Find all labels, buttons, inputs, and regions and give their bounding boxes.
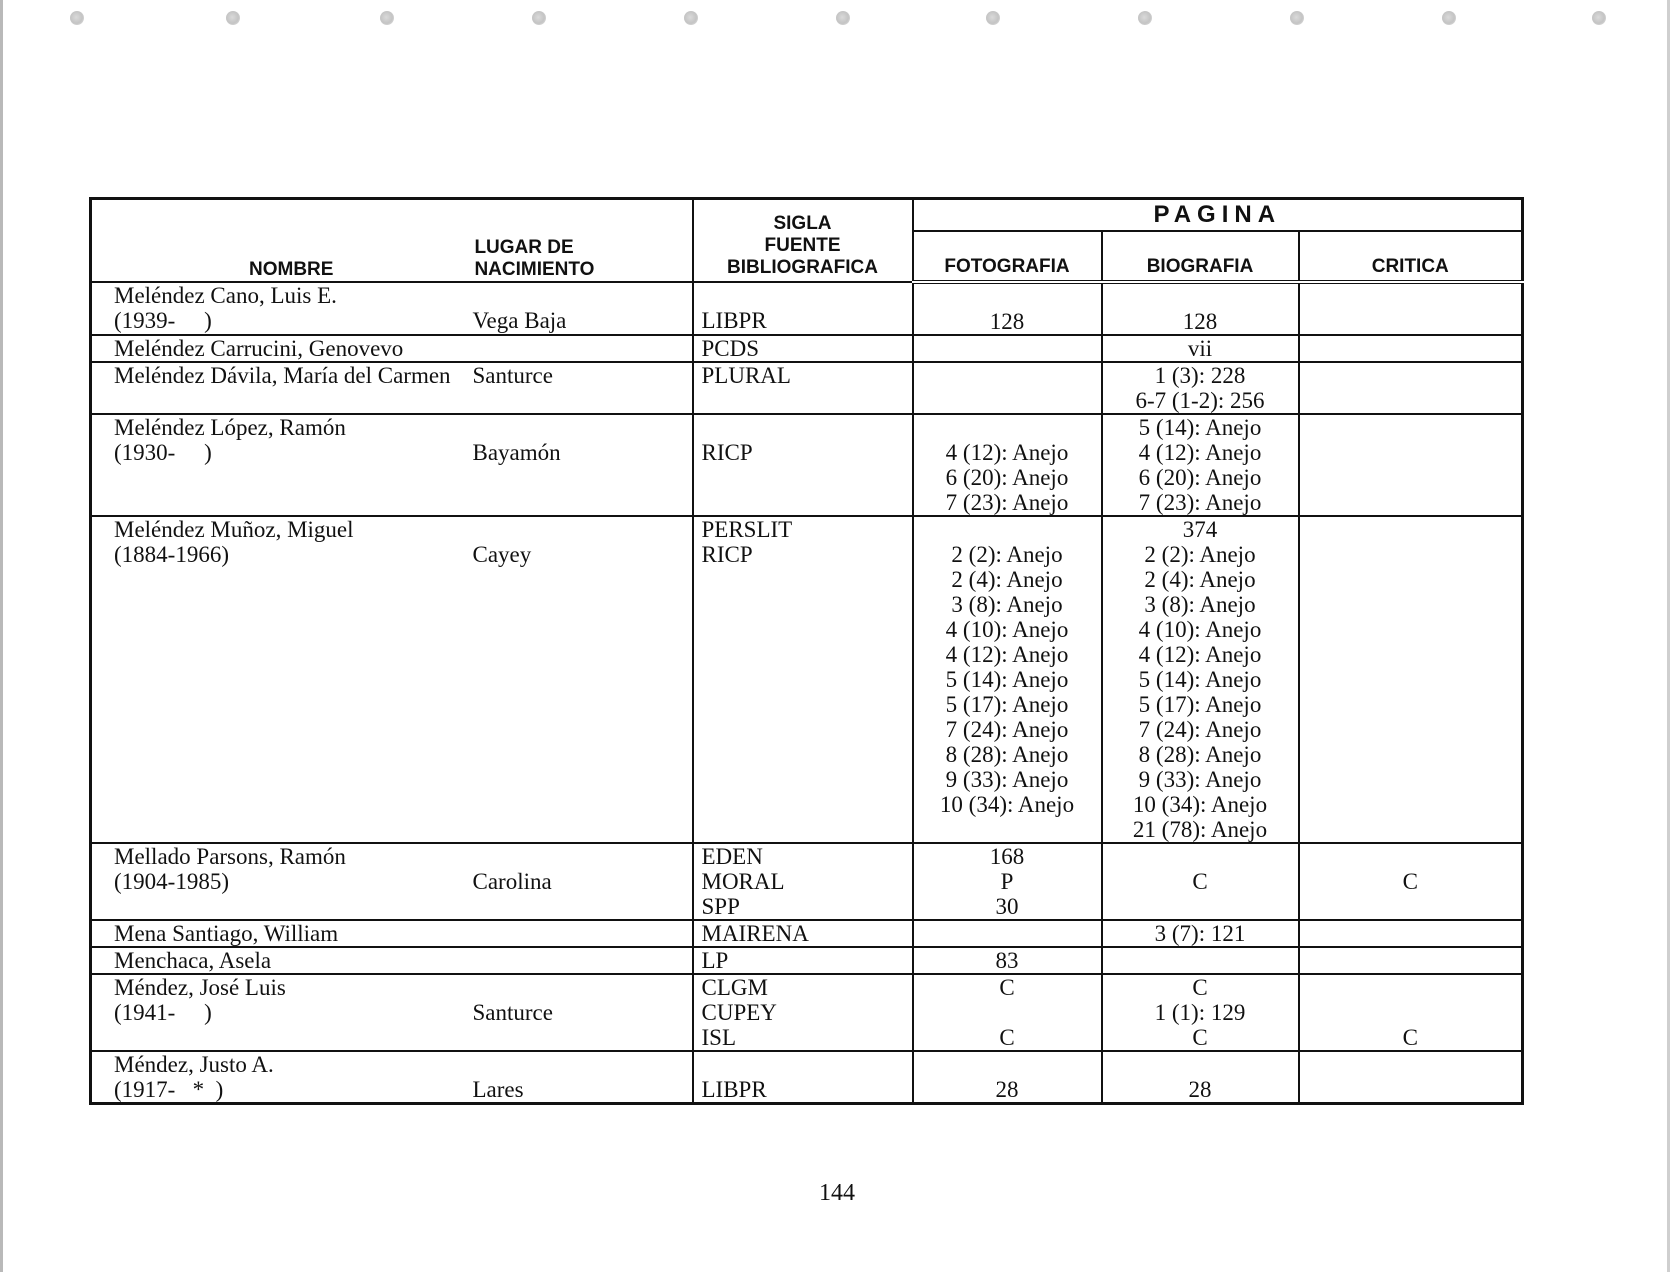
punch-hole-icon: [1592, 11, 1606, 25]
table-row: [91, 920, 1523, 947]
birthplace-cell: Bayamón: [469, 414, 693, 516]
table-body: [91, 282, 1523, 1104]
source-cell: PCDS: [693, 335, 913, 362]
birthplace-cell: Lares: [469, 1051, 693, 1104]
author-name-cell: Menchaca, Asela: [91, 947, 469, 974]
author-name-cell: Meléndez Muñoz, Miguel (1884-1966): [91, 516, 469, 843]
punch-hole-icon: [836, 11, 850, 25]
source-cell: PLURAL: [693, 362, 913, 414]
source-cell: CLGM CUPEY ISL: [693, 974, 913, 1051]
biography-page-cell: 1 (3): 228 6-7 (1-2): 256: [1102, 362, 1299, 414]
birthplace-cell: Vega Baja: [469, 282, 693, 335]
biography-page-cell: 3 (7): 121: [1102, 920, 1299, 947]
birthplace-cell: Santurce: [469, 974, 693, 1051]
punch-hole-icon: [226, 11, 240, 25]
punch-hole-icon: [1138, 11, 1152, 25]
source-cell: RICP: [693, 414, 913, 516]
source-cell: LIBPR: [693, 282, 913, 335]
header-name-place: [91, 199, 693, 283]
table-row: [91, 947, 1523, 974]
biography-page-cell: 128: [1102, 282, 1299, 335]
source-cell: LP: [693, 947, 913, 974]
biography-page-cell: 5 (14): Anejo 4 (12): Anejo 6 (20): Anejo 7 (23): Anejo: [1102, 414, 1299, 516]
scan-edge-right: [1667, 0, 1670, 1272]
criticism-page-cell: C: [1299, 843, 1523, 920]
biography-page-cell: 28: [1102, 1051, 1299, 1104]
header-fuente-line2: BIBLIOGRAFICA: [727, 257, 878, 278]
table-row: [91, 335, 1523, 362]
criticism-page-cell: [1299, 282, 1523, 335]
criticism-page-cell: [1299, 362, 1523, 414]
birthplace-cell: [469, 947, 693, 974]
punch-hole-icon: [986, 11, 1000, 25]
table-row: [91, 843, 1523, 920]
header-fotografia: FOTOGRAFIA: [913, 231, 1102, 282]
header-pagina: PAGINA: [913, 199, 1523, 232]
biography-page-cell: [1102, 947, 1299, 974]
header-sigla-fuente: [693, 199, 913, 283]
photo-page-cell: 168 P 30: [913, 843, 1102, 920]
source-cell: MAIRENA: [693, 920, 913, 947]
header-sigla: SIGLA: [773, 213, 832, 234]
punch-hole-icon: [1290, 11, 1304, 25]
criticism-page-cell: C: [1299, 974, 1523, 1051]
photo-page-cell: 28: [913, 1051, 1102, 1104]
table-row: [91, 1051, 1523, 1104]
criticism-page-cell: [1299, 947, 1523, 974]
source-cell: EDEN MORAL SPP: [693, 843, 913, 920]
photo-page-cell: 83: [913, 947, 1102, 974]
photo-page-cell: 2 (2): Anejo 2 (4): Anejo 3 (8): Anejo 4 (10): Anejo 4 (12): Anejo 5 (14): Anejo 5 (17): Anejo 7 (24): Anejo 8 (28): Anejo 9 (33): Anejo 10 (34): Anejo: [913, 516, 1102, 843]
table-row: [91, 516, 1523, 843]
source-cell: PERSLIT RICP: [693, 516, 913, 843]
photo-page-cell: 128: [913, 282, 1102, 335]
bibliography-table: [89, 197, 1524, 1105]
source-cell: LIBPR: [693, 1051, 913, 1104]
author-name-cell: Méndez, José Luis (1941- ): [91, 974, 469, 1051]
biography-page-cell: C 1 (1): 129 C: [1102, 974, 1299, 1051]
table-row: [91, 414, 1523, 516]
photo-page-cell: [913, 362, 1102, 414]
criticism-page-cell: [1299, 414, 1523, 516]
biography-page-cell: 374 2 (2): Anejo 2 (4): Anejo 3 (8): Anejo 4 (10): Anejo 4 (12): Anejo 5 (14): Anejo 5 (17): Anejo 7 (24): Anejo 8 (28): Anejo 9 (33): Anejo 10 (34): Anejo 21 (78): Anejo: [1102, 516, 1299, 843]
table-header: [91, 199, 1523, 283]
birthplace-cell: Carolina: [469, 843, 693, 920]
table-row: [91, 362, 1523, 414]
author-name-cell: Meléndez Carrucini, Genovevo: [91, 335, 469, 362]
biography-page-cell: C: [1102, 843, 1299, 920]
header-lugar-line2: NACIMIENTO: [474, 259, 595, 280]
punch-hole-icon: [684, 11, 698, 25]
punch-hole-icon: [70, 11, 84, 25]
photo-page-cell: 4 (12): Anejo 6 (20): Anejo 7 (23): Anejo: [913, 414, 1102, 516]
punch-hole-icon: [380, 11, 394, 25]
author-name-cell: Méndez, Justo A. (1917- * ): [91, 1051, 469, 1104]
birthplace-cell: [469, 335, 693, 362]
table-row: [91, 974, 1523, 1051]
author-name-cell: Meléndez Dávila, María del Carmen: [91, 362, 469, 414]
header-nombre: NOMBRE: [249, 259, 334, 280]
author-name-cell: Mellado Parsons, Ramón (1904-1985): [91, 843, 469, 920]
birthplace-cell: [469, 920, 693, 947]
header-critica: CRITICA: [1299, 231, 1523, 282]
criticism-page-cell: [1299, 920, 1523, 947]
criticism-page-cell: [1299, 335, 1523, 362]
page-number: 144: [819, 1180, 855, 1206]
biography-page-cell: vii: [1102, 335, 1299, 362]
punch-holes: [0, 8, 1674, 32]
punch-hole-icon: [532, 11, 546, 25]
header-biografia: BIOGRAFIA: [1102, 231, 1299, 282]
header-lugar-line1: LUGAR DE: [474, 237, 574, 258]
scan-edge-left: [0, 0, 3, 1272]
photo-page-cell: C C: [913, 974, 1102, 1051]
photo-page-cell: [913, 335, 1102, 362]
birthplace-cell: Cayey: [469, 516, 693, 843]
criticism-page-cell: [1299, 1051, 1523, 1104]
birthplace-cell: Santurce: [469, 362, 693, 414]
criticism-page-cell: [1299, 516, 1523, 843]
punch-hole-icon: [1442, 11, 1456, 25]
author-name-cell: Meléndez López, Ramón (1930- ): [91, 414, 469, 516]
table-row: [91, 282, 1523, 335]
header-fuente-line1: FUENTE: [764, 235, 841, 256]
header-lugar: [468, 237, 691, 281]
author-name-cell: Mena Santiago, William: [91, 920, 469, 947]
photo-page-cell: [913, 920, 1102, 947]
author-name-cell: Meléndez Cano, Luis E. (1939- ): [91, 282, 469, 335]
